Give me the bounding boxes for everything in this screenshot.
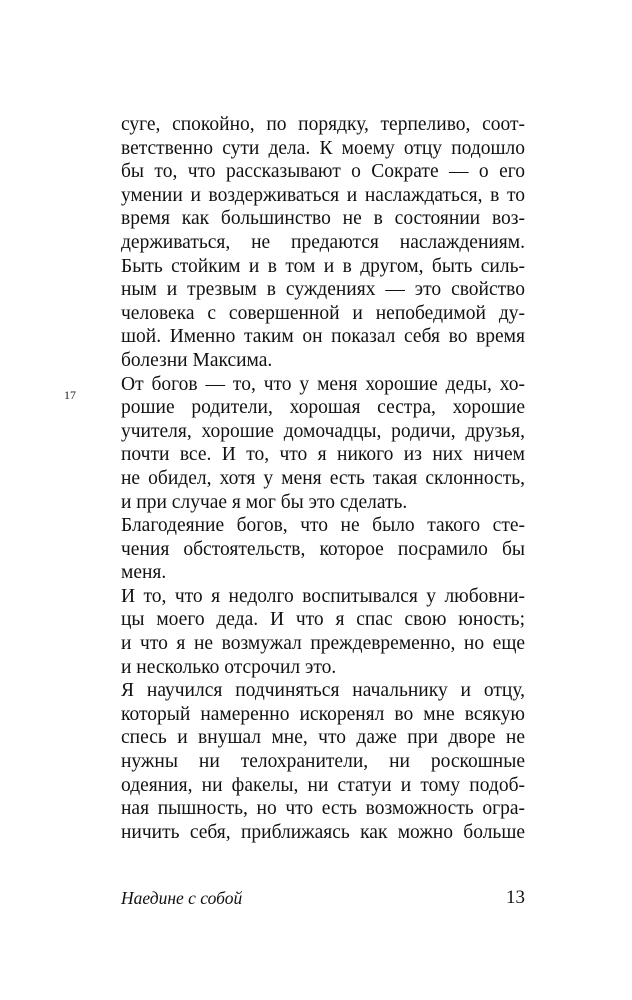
text-line: и несколько отсрочил это. xyxy=(121,656,337,678)
text-line: болезни Максима. xyxy=(121,349,273,371)
text-line: Я научился подчиняться начальнику и отцу, xyxy=(121,680,525,702)
text-line: нужны ни телохранители, ни роскошные xyxy=(121,751,525,773)
text-line: ничить себя, приближаясь как можно больше xyxy=(121,821,525,843)
text-line: И то, что я недолго воспитывался у любовни- xyxy=(121,585,525,607)
text-line: меня. xyxy=(121,562,167,584)
page-number: 13 xyxy=(506,887,525,908)
text-line: ветственно сути дела. К моему отцу подошло xyxy=(121,137,525,159)
margin-section-number: 17 xyxy=(64,388,76,402)
text-line: умении и воздерживаться и наслаждаться, в то xyxy=(121,184,525,206)
text-line: почти все. И то, что я никого из них ничем xyxy=(121,444,525,466)
running-footer-title: Наедине с собой xyxy=(121,888,243,908)
text-line: Быть стойким и в том и в другом, быть силь- xyxy=(121,255,525,277)
text-line: спесь и внушал мне, что даже при дворе не xyxy=(121,727,525,749)
text-line: рошие родители, хорошая сестра, хорошие xyxy=(121,397,525,419)
text-line: ная пышность, но что есть возможность огра- xyxy=(121,798,525,820)
text-line: цы моего деда. И что я спас свою юность; xyxy=(121,609,525,631)
text-line: не обидел, хотя у меня есть такая склонность, xyxy=(121,467,525,489)
body-text xyxy=(121,113,525,844)
text-line: Благодеяние богов, что не было такого сте- xyxy=(121,515,525,537)
text-line: который намеренно искоренял во мне всякую xyxy=(121,703,525,725)
text-line: суге, спокойно, по порядку, терпеливо, соот- xyxy=(121,114,525,135)
text-line: ным и трезвым в суждениях — это свойство xyxy=(121,279,525,301)
text-line: учителя, хорошие домочадцы, родичи, друзья, xyxy=(121,420,525,442)
text-line: и что я не возмужал преждевременно, но еще xyxy=(121,633,525,655)
text-line: От богов — то, что у меня хорошие деды, хо- xyxy=(121,373,525,395)
page-footer xyxy=(121,886,525,910)
text-line: одеяния, ни факелы, ни статуи и тому подоб- xyxy=(121,774,525,796)
text-line: человека с совершенной и непобедимой ду- xyxy=(121,302,525,324)
text-line: и при случае я мог бы это сделать. xyxy=(121,491,408,513)
text-line: держиваться, не предаются наслаждениям. xyxy=(121,231,525,253)
text-line: время как большинство не в состоянии воз- xyxy=(121,208,525,230)
text-line: бы то, что рассказывают о Сократе — о его xyxy=(121,161,525,183)
text-line: чения обстоятельств, которое посрамило бы xyxy=(121,538,525,560)
text-line: шой. Именно таким он показал себя во время xyxy=(121,326,525,348)
